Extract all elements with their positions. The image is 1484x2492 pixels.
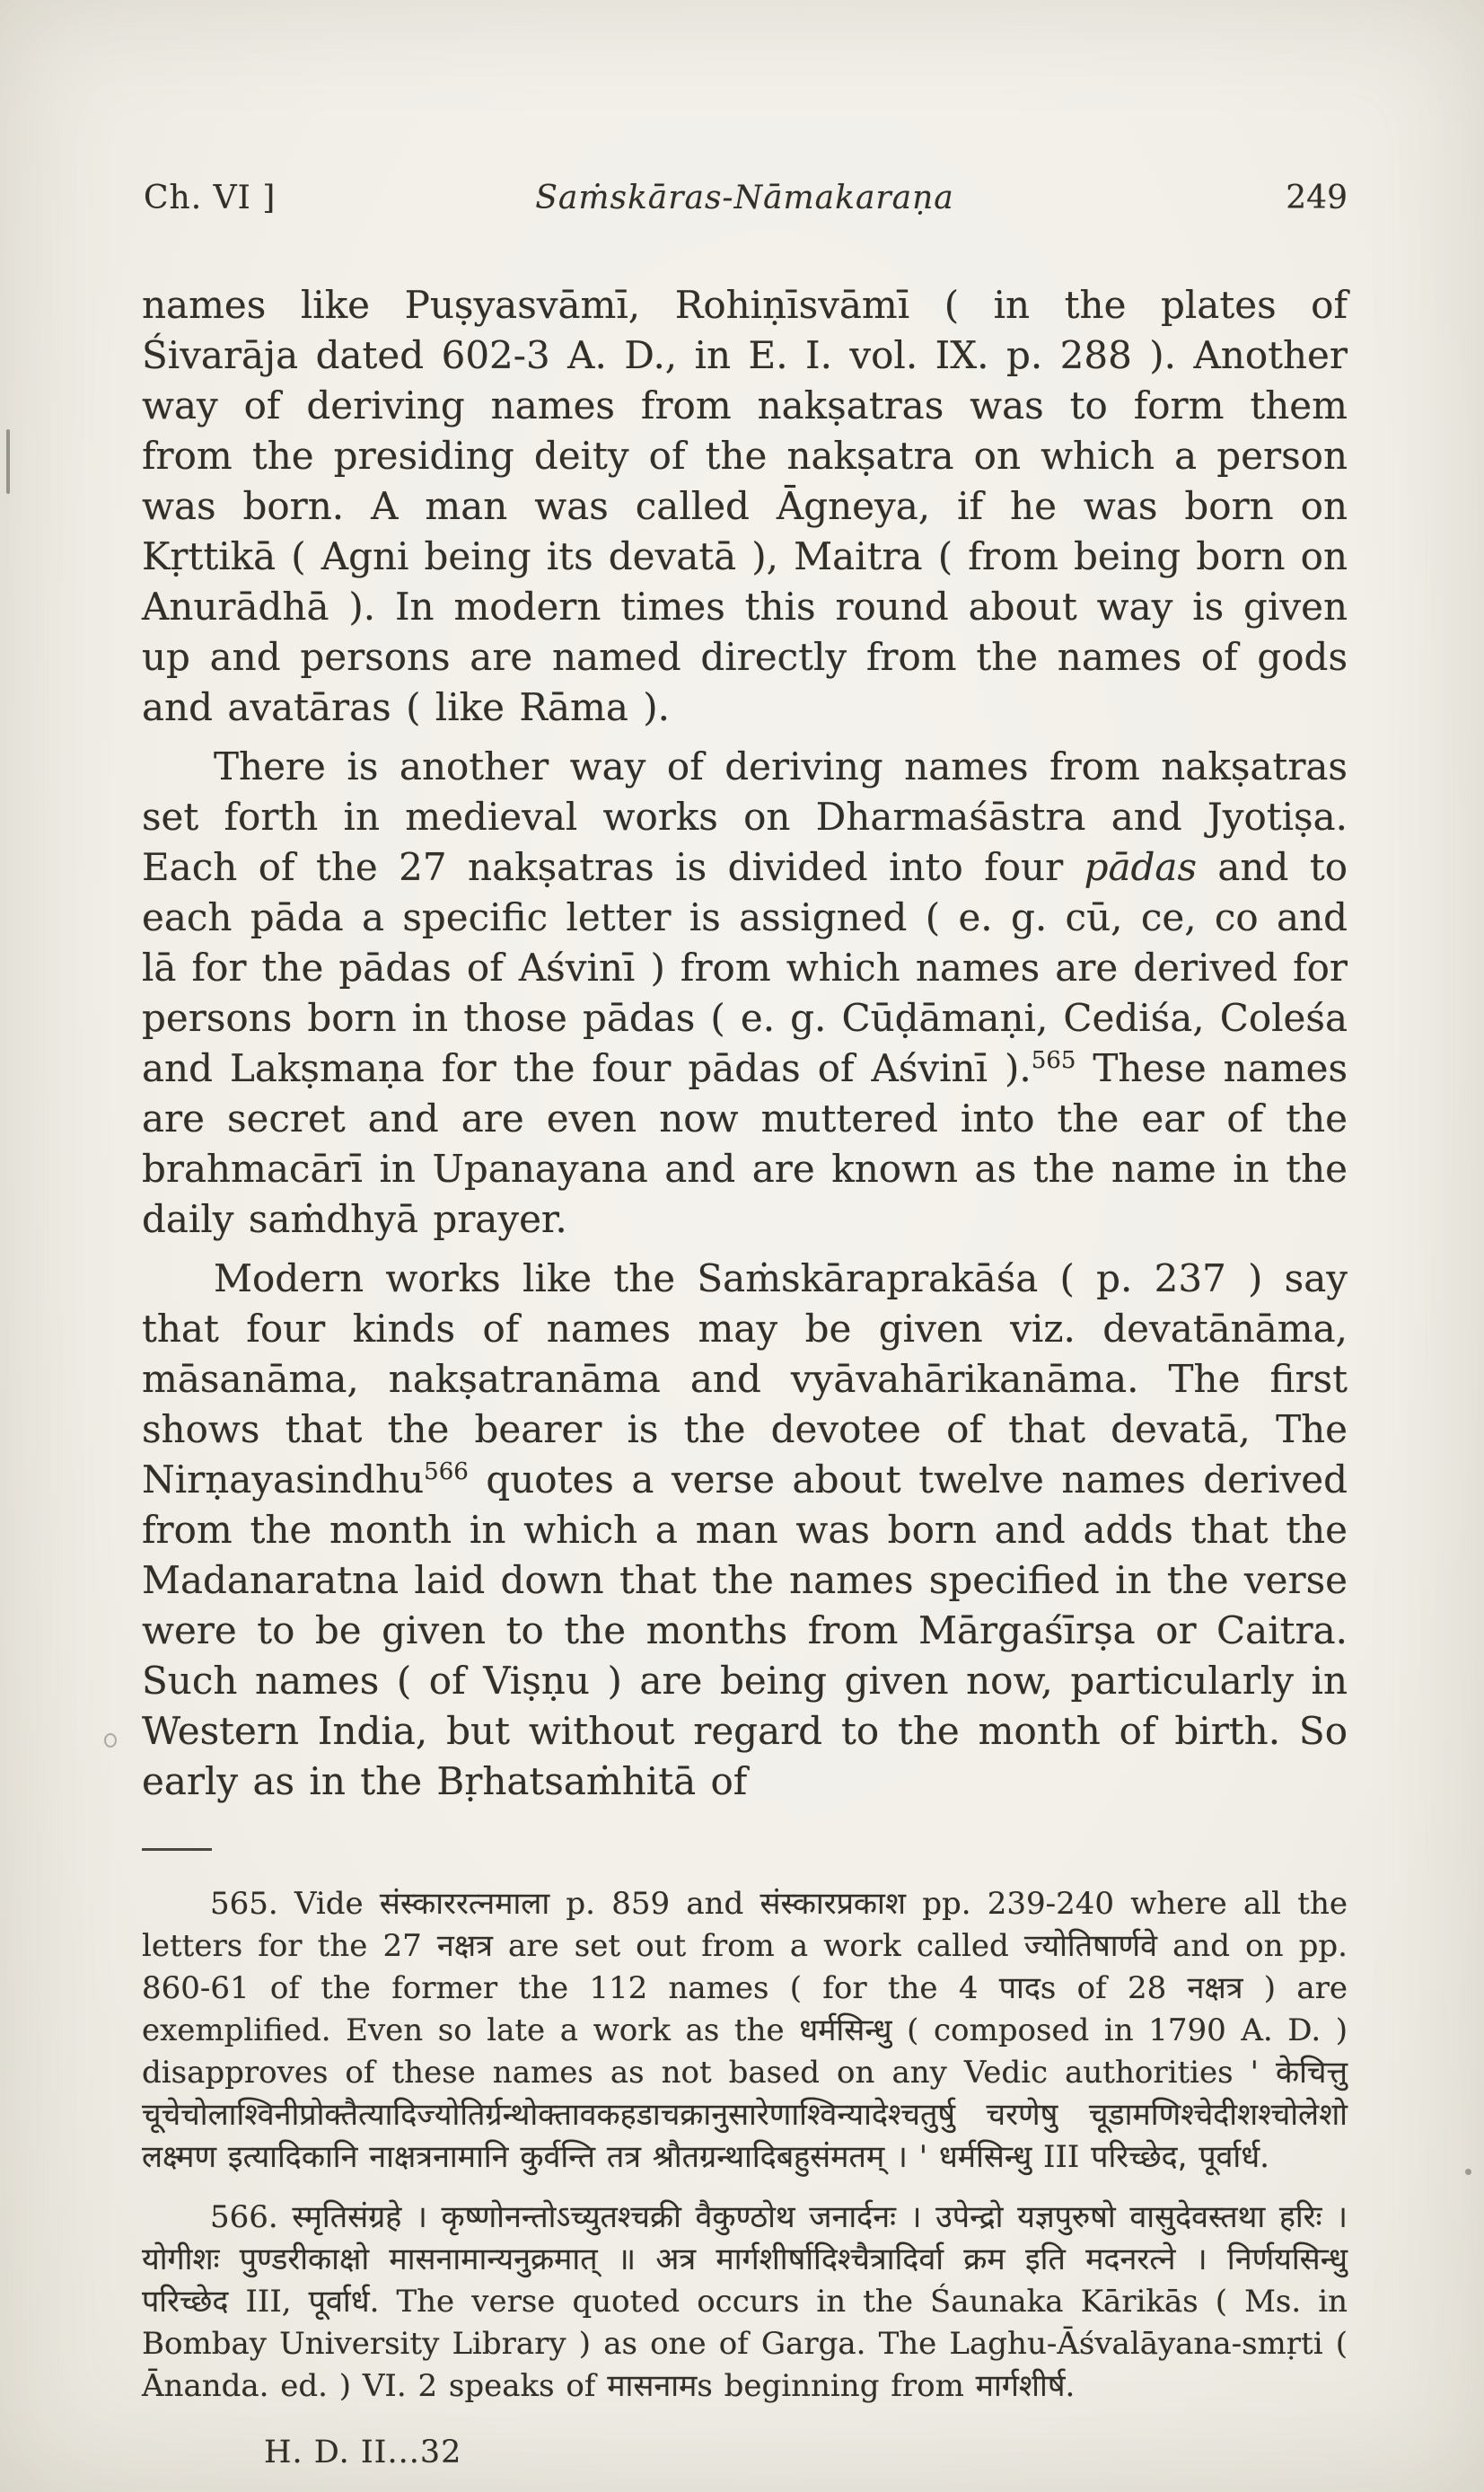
footnote-separator-rule [142,1848,212,1851]
body-text [142,280,1348,1807]
text-run: III, [228,2284,309,2320]
footnote [142,2197,1348,2408]
text-run: are set out from a work called [492,1928,1024,1964]
text-run: ) are exemplified. Even so late a work as the [142,1970,1348,2048]
text-run: p. 859 and [549,1886,760,1922]
text-run: pādas [1084,845,1197,889]
running-title: Saṁskāras-Nāmakaraṇa [535,180,954,216]
text-run: quotes a verse about twelve names derived from the month in which a man was born and adds that the Madanaratna laid down that the names specified in the verse were to be given to the months from Mārgaśīrṣa or Caitra. Such names ( of Viṣṇu ) are being given now, particularly in Western India, but without regard to the month of birth. So early as in the Bṛhatsaṁhitā of [142,1457,1348,1803]
page-number: 249 [1286,180,1348,216]
text-run: pp. 239-240 where all the letters for the 27 [142,1886,1348,1964]
text-run: संस्काररत्नमाला [379,1886,550,1922]
printer-signature: H. D. II...32 [264,2435,462,2470]
text-run: पाद [998,1970,1041,2006]
footnote-reference: 566 [424,1458,469,1485]
page-header [142,180,1348,225]
scan-artifact-edge-line [6,429,10,494]
text-run: स्मृतिसंग्रहे । कृष्णोनन्तोऽच्युतश्चक्री वैकुण्ठोथ जनार्दनः । उपेन्द्रो यज्ञपुरुषो वासुदेवस्तथा हरिः । योगीशः पुण्डरीकाक्षो मासनामान्यनुक्रमात् ॥ अत्र मार्गशीर्षादिश्चैत्रादिर्वा क्रम इति मदनरत्ने । निर्णयसिन्धु परिच्छेद [142,2199,1348,2320]
text-run: III [1032,2139,1092,2175]
text-run: 565. Vide [210,1886,380,1922]
text-run: मासनाम [607,2368,698,2404]
footnote-reference: 565 [1031,1047,1076,1074]
text-run: धर्मसिन्धु [799,2012,892,2048]
text-run: 566. [210,2199,293,2235]
text-run: ज्योतिषार्णवे [1023,1928,1158,1964]
text-run: नक्षत्र [1187,1970,1243,2006]
text-run: s beginning from [697,2368,976,2404]
text-run: पूर्वार्ध [308,2284,370,2320]
text-run: मार्गशीर्ष [975,2368,1066,2404]
text-run: ( composed in 1790 A. D. ) disapproves of these names as not based on any Vedic authorities ' [142,2012,1348,2091]
footnote [142,1883,1348,2179]
text-run: धर्मसिन्धु [938,2139,1032,2175]
text-run: These names are secret and are even now muttered into the ear of the brahmacārī in Upanayana and are known as the name in the daily saṁdhyā prayer. [142,1046,1348,1241]
text-run: परिच्छेद, पूर्वार्ध [1091,2139,1260,2175]
paragraph [142,742,1348,1245]
text-run: . [1065,2368,1076,2404]
text-run: नक्षत्र [436,1928,493,1964]
text-run: names like Puṣyasvāmī, Rohiṇīsvāmī ( in the plates of Śivarāja dated 602-3 A. D., in E. I. vol. IX. p. 288 ). Another way of deriving names from nakṣatras was to form them from the presiding deity of the nakṣatra on which a person was born. A man was called Āgneya, if he was born on Kṛttikā ( Agni being its devatā ), Maitra ( from being born on Anurādhā ). In modern times this round about way is given up and persons are named directly from the names of gods and avatāras ( like Rāma ). [142,283,1348,729]
paragraph [142,1254,1348,1807]
scan-artifact-right-dot [1465,2169,1471,2175]
scan-artifact-margin-dot [104,1733,117,1748]
text-run: and on pp. 860-61 of the former the 112 names ( for the 4 [142,1928,1348,2006]
text-run: . The verse quoted occurs in the Śaunaka Kārikās ( Ms. in Bombay University Library ) as one of Garga. The Laghu-Āśvalāyana-smṛti ( Ānanda. ed. ) VI. 2 speaks of [142,2284,1348,2404]
text-run: s of 28 [1040,1970,1188,2006]
chapter-label: Ch. VI ] [144,180,277,216]
page-footer [264,2435,461,2470]
text-run: ' [907,2139,939,2175]
paragraph [142,280,1348,733]
text-run: संस्कारप्रकाश [760,1886,906,1922]
text-run: . [1260,2139,1269,2175]
text-run: and to each pāda a specific letter is assigned ( e. g. cū, ce, co and lā for the pādas of Aśvinī ) from which names are derived for persons born in those pādas ( e. g. Cūḍāmaṇi, Cediśa, Coleśa and Lakṣmaṇa for the four pādas of Aśvinī ). [142,845,1348,1090]
text-run: केचित्तु चूचेचोलाश्विनीप्रोक्तैत्यादिज्योतिर्ग्रन्थोक्तावकहडाचक्रानुसारेणाश्विन्यादेश्चतुर्षु चरणेषु चूडामणिश्चेदीशश्चोलेशो लक्ष्मण इत्यादिकानि नाक्षत्रनामानि कुर्वन्ति तत्र श्रौतग्रन्थादिबहुसंमतम् । [142,2055,1348,2175]
footnotes [142,1883,1348,2408]
text-run: Modern works like the Saṁskāraprakāśa ( p. 237 ) say that four kinds of names may be given viz. devatānāma, māsanāma, nakṣatranāma and vyāvahārikanāma. The first shows that the bearer is the devotee of that devatā, The Nirṇayasindhu [142,1256,1348,1501]
text-run: There is another way of deriving names from nakṣatras set forth in medieval works on Dharmaśāstra and Jyotiṣa. Each of the 27 nakṣatras is divided into four [142,744,1348,889]
